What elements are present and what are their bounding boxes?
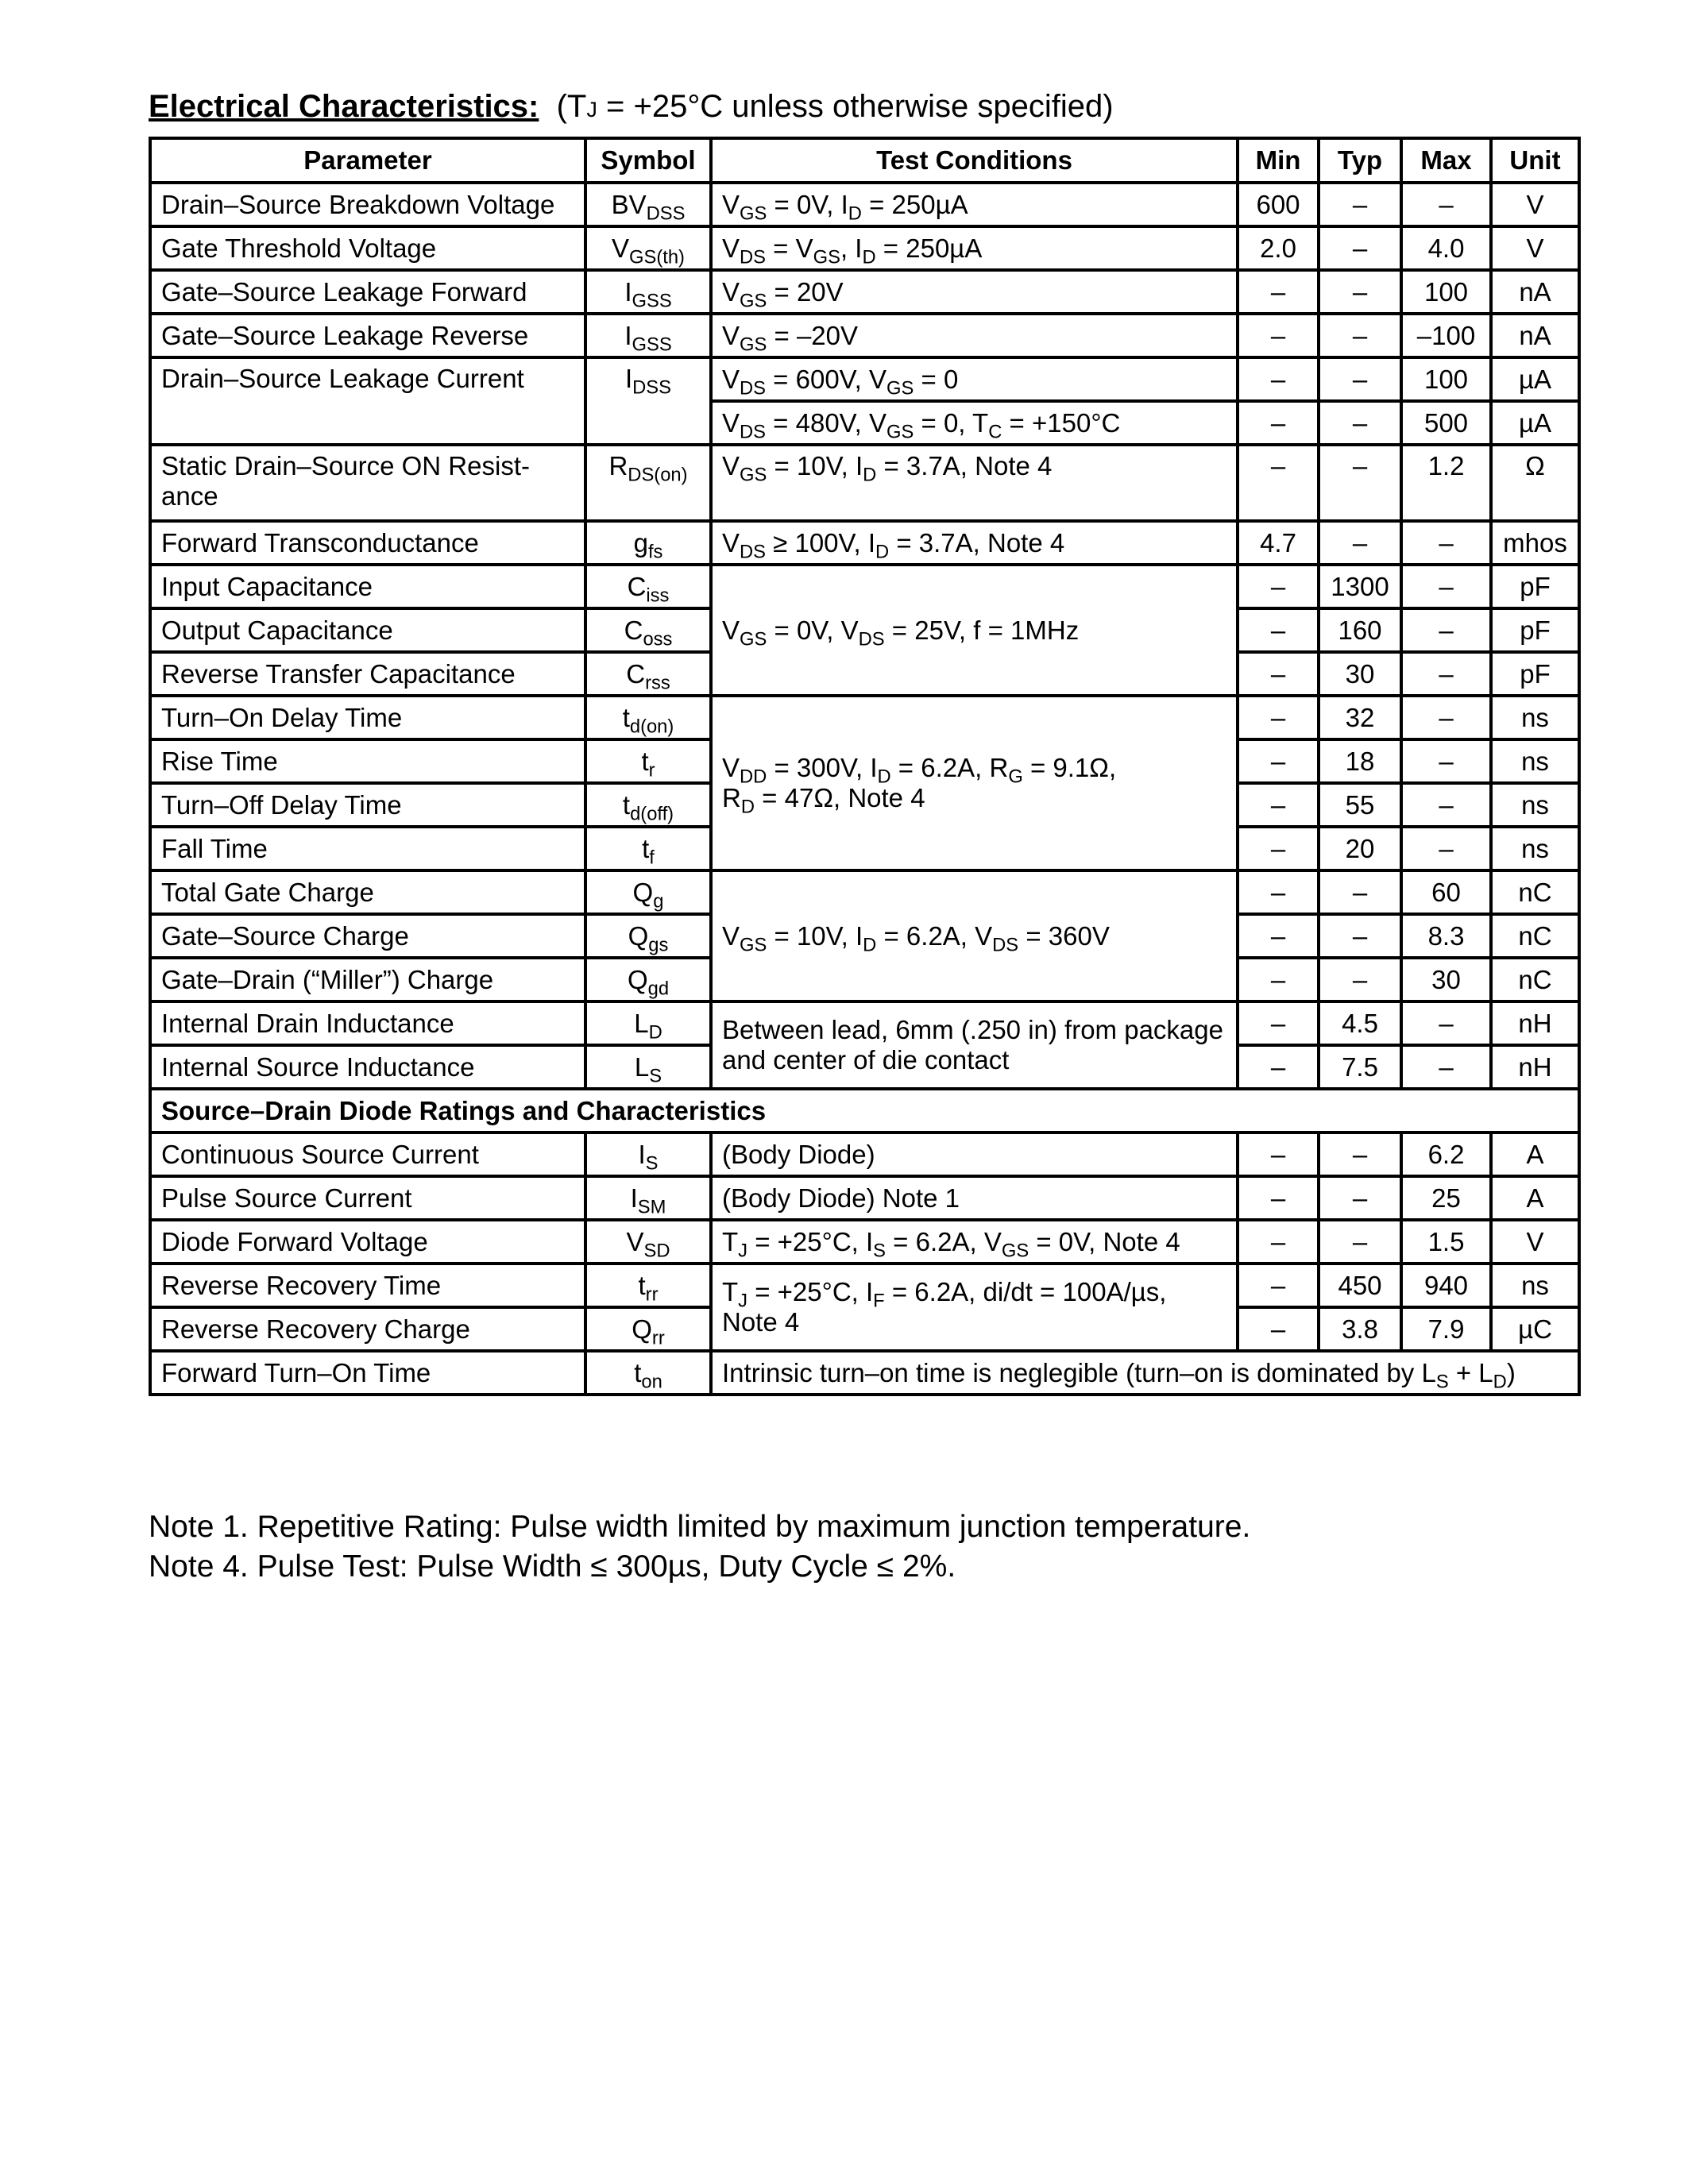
typ-cell: 4.5 [1319, 1001, 1401, 1045]
table-row [150, 1176, 1579, 1220]
param-cell: Forward Turn–On Time [150, 1351, 585, 1395]
typ-cell: – [1319, 226, 1401, 270]
param-cell: Gate–Source Charge [150, 914, 585, 958]
symbol-cell: $I_{GSS}$ [585, 270, 711, 314]
max-cell: 7.9 [1401, 1307, 1491, 1351]
table-row [150, 270, 1579, 314]
typ-cell: – [1319, 183, 1401, 226]
header-conditions: Test Conditions [711, 138, 1238, 183]
min-cell: – [1238, 1176, 1319, 1220]
condition-cell: $V_{GS} = 10V$, $I_D = 6.2A$, $V_{DS} = 360V$ [711, 870, 1238, 1001]
param-cell: Forward Transconductance [150, 521, 585, 565]
min-cell: – [1238, 608, 1319, 652]
max-cell: – [1401, 827, 1491, 870]
param-cell: Gate–Source Leakage Forward [150, 270, 585, 314]
unit-cell: pF [1491, 565, 1579, 608]
condition-cell: $T_J = +25^\circ C$, $I_F = 6.2A$, di/dt = 100A/µs, Note 4 [711, 1264, 1238, 1351]
symbol-cell: $R_{DS(on)}$ [585, 445, 711, 521]
symbol-cell: $t_{on}$ [585, 1351, 711, 1395]
param-cell: Turn–Off Delay Time [150, 783, 585, 827]
unit-cell: A [1491, 1133, 1579, 1176]
symbol-cell: $t_f$ [585, 827, 711, 870]
min-cell: 2.0 [1238, 226, 1319, 270]
typ-cell: – [1319, 1176, 1401, 1220]
table-row [150, 1133, 1579, 1176]
symbol-cell: $g_{fs}$ [585, 521, 711, 565]
table-row [150, 314, 1579, 357]
max-cell: – [1401, 696, 1491, 739]
param-cell: Internal Source Inductance [150, 1045, 585, 1089]
condition-cell: $T_J = +25^\circ C$, $I_S = 6.2A$, $V_{GS} = 0V$, Note 4 [711, 1220, 1238, 1264]
param-cell: Gate–Drain (“Miller”) Charge [150, 958, 585, 1001]
unit-cell: ns [1491, 827, 1579, 870]
footnote-1: Note 1. Repetitive Rating: Pulse width limited by maximum junction temperature. [149, 1510, 1251, 1544]
min-cell: – [1238, 445, 1319, 521]
min-cell: – [1238, 739, 1319, 783]
symbol-cell: $L_D$ [585, 1001, 711, 1045]
param-cell: Output Capacitance [150, 608, 585, 652]
max-cell: 4.0 [1401, 226, 1491, 270]
typ-cell: 3.8 [1319, 1307, 1401, 1351]
min-cell: – [1238, 1045, 1319, 1089]
symbol-cell: $V_{GS(th)}$ [585, 226, 711, 270]
condition-cell: $V_{DS} \ge 100V$, $I_D = 3.7A$, Note 4 [711, 521, 1238, 565]
unit-cell: nA [1491, 270, 1579, 314]
table-row [150, 696, 1579, 739]
max-cell: – [1401, 1045, 1491, 1089]
param-cell: Rise Time [150, 739, 585, 783]
max-cell: – [1401, 183, 1491, 226]
max-cell: – [1401, 608, 1491, 652]
symbol-cell: $C_{iss}$ [585, 565, 711, 608]
condition-cell: $V_{GS} = 0V$, $V_{DS} = 25V$, f = 1MHz [711, 565, 1238, 696]
min-cell: – [1238, 314, 1319, 357]
min-cell: – [1238, 565, 1319, 608]
typ-cell: – [1319, 1220, 1401, 1264]
unit-cell: pF [1491, 608, 1579, 652]
param-cell: Reverse Recovery Time [150, 1264, 585, 1307]
param-cell: Reverse Recovery Charge [150, 1307, 585, 1351]
unit-cell: ns [1491, 696, 1579, 739]
symbol-cell: $t_{d(on)}$ [585, 696, 711, 739]
unit-cell: ns [1491, 783, 1579, 827]
typ-cell: – [1319, 445, 1401, 521]
param-cell: Reverse Transfer Capacitance [150, 652, 585, 696]
min-cell: 4.7 [1238, 521, 1319, 565]
unit-cell: µA [1491, 357, 1579, 401]
min-cell: – [1238, 958, 1319, 1001]
header-typ: Typ [1319, 138, 1401, 183]
max-cell: 1.5 [1401, 1220, 1491, 1264]
unit-cell: ns [1491, 1264, 1579, 1307]
condition-cell: Between lead, 6mm (.250 in) from package and center of die contact [711, 1001, 1238, 1089]
unit-cell: nC [1491, 914, 1579, 958]
typ-cell: 55 [1319, 783, 1401, 827]
typ-cell: – [1319, 357, 1401, 401]
typ-cell: 450 [1319, 1264, 1401, 1307]
footnote-4: Note 4. Pulse Test: Pulse Width ≤ 300µs, Duty Cycle ≤ 2%. [149, 1549, 956, 1584]
condition-cell: (Body Diode) [711, 1133, 1238, 1176]
unit-cell: nH [1491, 1045, 1579, 1089]
condition-cell: $V_{DS} = 480V$, $V_{GS} = 0$, $T_C = +150^\circ C$ [711, 401, 1238, 445]
min-cell: – [1238, 652, 1319, 696]
min-cell: – [1238, 1001, 1319, 1045]
typ-cell: 160 [1319, 608, 1401, 652]
unit-cell: pF [1491, 652, 1579, 696]
condition-cell: $V_{DD} = 300V$, $I_D = 6.2A$, $R_G = 9.1\Omega$, $R_D = 47\Omega$, Note 4 [711, 696, 1238, 870]
max-cell: – [1401, 1001, 1491, 1045]
unit-cell: V [1491, 1220, 1579, 1264]
condition-cell: $V_{GS} = -20V$ [711, 314, 1238, 357]
footnotes [149, 1507, 1250, 1587]
typ-cell: – [1319, 314, 1401, 357]
typ-cell: – [1319, 521, 1401, 565]
param-cell: Gate–Source Leakage Reverse [150, 314, 585, 357]
typ-cell: – [1319, 270, 1401, 314]
min-cell: – [1238, 1307, 1319, 1351]
param-cell: Static Drain–Source ON Resist- ance [150, 445, 585, 521]
heading-cond-suffix: = +25°C unless otherwise specified) [597, 89, 1114, 124]
table-row [150, 357, 1579, 401]
min-cell: – [1238, 357, 1319, 401]
condition-cell: $V_{DS} = 600V$, $V_{GS} = 0$ [711, 357, 1238, 401]
header-min: Min [1238, 138, 1319, 183]
heading-title: Electrical Characteristics: [149, 89, 539, 124]
unit-cell: V [1491, 226, 1579, 270]
param-cell: Internal Drain Inductance [150, 1001, 585, 1045]
min-cell: – [1238, 401, 1319, 445]
section-heading: Source–Drain Diode Ratings and Characteristics [150, 1089, 1579, 1133]
unit-cell: µC [1491, 1307, 1579, 1351]
header-parameter: Parameter [150, 138, 585, 183]
typ-cell: – [1319, 1133, 1401, 1176]
typ-cell: 30 [1319, 652, 1401, 696]
max-cell: 100 [1401, 270, 1491, 314]
condition-cell: (Body Diode) Note 1 [711, 1176, 1238, 1220]
table-row [150, 1001, 1579, 1045]
max-cell: 500 [1401, 401, 1491, 445]
unit-cell: nH [1491, 1001, 1579, 1045]
unit-cell: ns [1491, 739, 1579, 783]
unit-cell: nC [1491, 958, 1579, 1001]
table-row [150, 445, 1579, 521]
table-row [150, 870, 1579, 914]
max-cell: – [1401, 521, 1491, 565]
symbol-cell: $I_{GSS}$ [585, 314, 711, 357]
symbol-cell: $Q_{gd}$ [585, 958, 711, 1001]
min-cell: – [1238, 914, 1319, 958]
unit-cell: A [1491, 1176, 1579, 1220]
symbol-cell: $Q_{rr}$ [585, 1307, 711, 1351]
symbol-cell: $I_{SM}$ [585, 1176, 711, 1220]
max-cell: 6.2 [1401, 1133, 1491, 1176]
symbol-cell: $Q_g$ [585, 870, 711, 914]
table-row [150, 1220, 1579, 1264]
param-cell: Input Capacitance [150, 565, 585, 608]
param-cell: Drain–Source Leakage Current [150, 357, 585, 445]
symbol-cell: $V_{SD}$ [585, 1220, 711, 1264]
unit-cell: Ω [1491, 445, 1579, 521]
condition-cell: $V_{GS} = 0V$, $I_D = 250\mu A$ [711, 183, 1238, 226]
symbol-cell: $C_{oss}$ [585, 608, 711, 652]
typ-cell: 1300 [1319, 565, 1401, 608]
min-cell: – [1238, 870, 1319, 914]
max-cell: – [1401, 783, 1491, 827]
unit-cell: mhos [1491, 521, 1579, 565]
typ-cell: 18 [1319, 739, 1401, 783]
symbol-cell: $t_{rr}$ [585, 1264, 711, 1307]
condition-cell: $V_{GS} = 10V$, $I_D = 3.7A$, Note 4 [711, 445, 1238, 521]
unit-cell: V [1491, 183, 1579, 226]
typ-cell: 32 [1319, 696, 1401, 739]
typ-cell: – [1319, 914, 1401, 958]
max-cell: 60 [1401, 870, 1491, 914]
max-cell: – [1401, 565, 1491, 608]
table-row [150, 1264, 1579, 1307]
table-row [150, 183, 1579, 226]
min-cell: 600 [1238, 183, 1319, 226]
param-cell: Drain–Source Breakdown Voltage [150, 183, 585, 226]
symbol-cell: $t_{d(off)}$ [585, 783, 711, 827]
unit-cell: nC [1491, 870, 1579, 914]
max-cell: 940 [1401, 1264, 1491, 1307]
min-cell: – [1238, 1220, 1319, 1264]
max-cell: – [1401, 652, 1491, 696]
table-row [150, 226, 1579, 270]
param-cell: Total Gate Charge [150, 870, 585, 914]
max-cell: 100 [1401, 357, 1491, 401]
param-cell: Continuous Source Current [150, 1133, 585, 1176]
page-heading [149, 89, 1114, 125]
table-row [150, 565, 1579, 608]
min-cell: – [1238, 696, 1319, 739]
param-cell: Fall Time [150, 827, 585, 870]
typ-cell: – [1319, 958, 1401, 1001]
typ-cell: 20 [1319, 827, 1401, 870]
heading-cond-prefix: (T [556, 89, 587, 124]
unit-cell: nA [1491, 314, 1579, 357]
min-cell: – [1238, 827, 1319, 870]
min-cell: – [1238, 270, 1319, 314]
typ-cell: – [1319, 401, 1401, 445]
param-cell: Gate Threshold Voltage [150, 226, 585, 270]
heading-cond-sub: J [586, 98, 597, 122]
header-max: Max [1401, 138, 1491, 183]
condition-cell: $V_{GS} = 20V$ [711, 270, 1238, 314]
header-symbol: Symbol [585, 138, 711, 183]
electrical-characteristics-table [149, 137, 1581, 1396]
typ-cell: 7.5 [1319, 1045, 1401, 1089]
min-cell: – [1238, 1133, 1319, 1176]
table-row [150, 521, 1579, 565]
max-cell: –100 [1401, 314, 1491, 357]
min-cell: – [1238, 1264, 1319, 1307]
header-unit: Unit [1491, 138, 1579, 183]
max-cell: 8.3 [1401, 914, 1491, 958]
symbol-cell: $BV_{DSS}$ [585, 183, 711, 226]
symbol-cell: $I_S$ [585, 1133, 711, 1176]
typ-cell: – [1319, 870, 1401, 914]
max-cell: 1.2 [1401, 445, 1491, 521]
intrinsic-turn-on-note: Intrinsic turn–on time is neglegible (turn–on is dominated by $L_S + L_D$) [711, 1351, 1579, 1395]
condition-cell: $V_{DS} = V_{GS}$, $I_D = 250\mu A$ [711, 226, 1238, 270]
table-row [150, 1351, 1579, 1395]
symbol-cell: $L_S$ [585, 1045, 711, 1089]
symbol-cell: $Q_{gs}$ [585, 914, 711, 958]
min-cell: – [1238, 783, 1319, 827]
param-cell: Turn–On Delay Time [150, 696, 585, 739]
max-cell: 25 [1401, 1176, 1491, 1220]
symbol-cell: $C_{rss}$ [585, 652, 711, 696]
max-cell: – [1401, 739, 1491, 783]
param-cell: Diode Forward Voltage [150, 1220, 585, 1264]
symbol-cell: $t_r$ [585, 739, 711, 783]
max-cell: 30 [1401, 958, 1491, 1001]
section-row [150, 1089, 1579, 1133]
param-cell: Pulse Source Current [150, 1176, 585, 1220]
symbol-cell: $I_{DSS}$ [585, 357, 711, 445]
unit-cell: µA [1491, 401, 1579, 445]
header-row [150, 138, 1579, 183]
